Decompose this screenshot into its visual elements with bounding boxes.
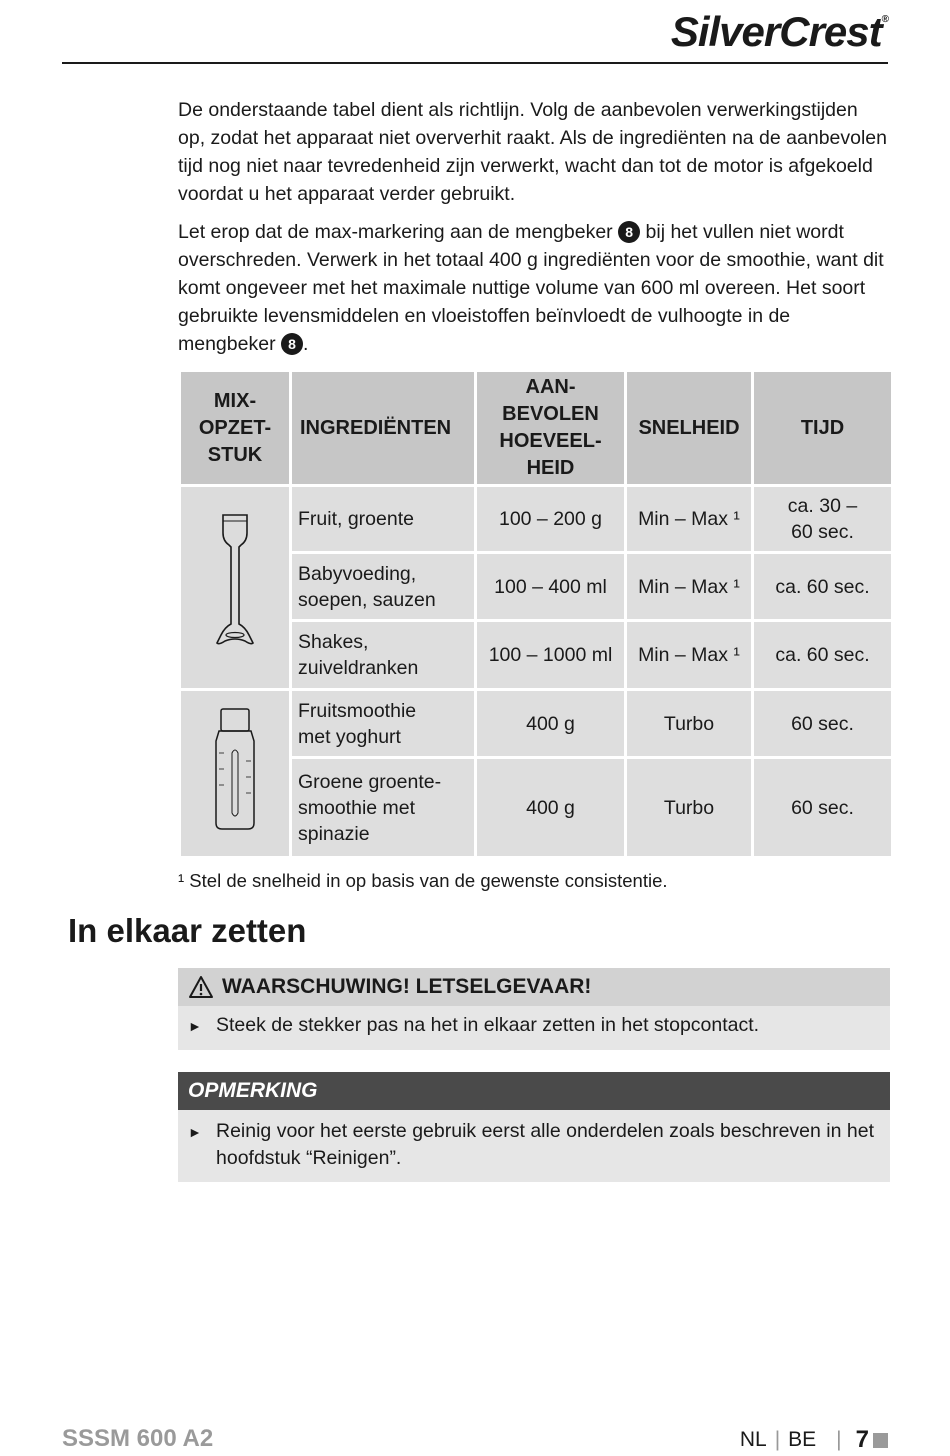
smoothie-cup-icon xyxy=(180,690,291,858)
bullet-arrow-icon: ► xyxy=(188,1124,202,1140)
amount-cell: 100 – 200 g xyxy=(476,486,626,553)
ingredient-cell: Fruit, groente xyxy=(291,486,476,553)
time-cell: ca. 60 sec. xyxy=(753,621,893,690)
language-nl: NL xyxy=(739,1428,767,1451)
divider: | xyxy=(774,1428,781,1451)
note-header xyxy=(178,1072,890,1110)
speed-cell: Turbo xyxy=(626,690,753,758)
ingredient-cell: Babyvoeding, soepen, sauzen xyxy=(291,553,476,621)
bullet-arrow-icon: ► xyxy=(188,1018,202,1034)
amount-cell: 400 g xyxy=(476,758,626,858)
time-cell: 60 sec. xyxy=(753,758,893,858)
speed-cell: Min – Max ¹ xyxy=(626,553,753,621)
speed-cell: Turbo xyxy=(626,758,753,858)
warning-box xyxy=(178,968,890,1050)
silvercrest-logo: SilverCrest® xyxy=(670,8,888,55)
header-speed: SNELHEID xyxy=(626,371,753,486)
note-text: Reinig voor het eerste gebruik eerst alle onderdelen zoals beschreven in het hoofdstuk “Reinigen”. xyxy=(216,1120,874,1169)
divider: | xyxy=(836,1428,842,1451)
note-box xyxy=(178,1072,890,1182)
model-number: SSSM 600 A2 xyxy=(62,1425,214,1452)
warning-header xyxy=(178,968,890,1006)
time-cell: 60 sec. xyxy=(753,690,893,758)
warning-title: WAARSCHUWING! LETSELGEVAAR! xyxy=(222,975,592,998)
warning-triangle-icon xyxy=(188,975,214,999)
table-header-row xyxy=(180,371,893,486)
page-number: 7 xyxy=(855,1426,869,1453)
table-footnote: ¹ Stel de snelheid in op basis van de gewenste consistentie. xyxy=(178,870,668,891)
blender-wand-icon xyxy=(180,486,291,690)
blender-wand-icon xyxy=(205,509,265,659)
warning-text: Steek de stekker pas na het in elkaar zetten in het stopcontact. xyxy=(216,1014,760,1036)
section-title: In elkaar zetten xyxy=(68,912,307,949)
header-attachment: MIX- OPZET- STUK xyxy=(180,371,291,486)
ingredient-cell: Fruitsmoothie met yoghurt xyxy=(291,690,476,758)
speed-cell: Min – Max ¹ xyxy=(626,486,753,553)
page-square-icon xyxy=(873,1433,888,1448)
ingredient-cell: Groene groente- smoothie met spinazie xyxy=(291,758,476,858)
ingredient-cell: Shakes, zuiveldranken xyxy=(291,621,476,690)
amount-cell: 100 – 1000 ml xyxy=(476,621,626,690)
language-be: BE xyxy=(788,1428,817,1451)
smoothie-cup-icon xyxy=(210,705,260,835)
intro-paragraph-1: De onderstaande tabel dient als richtlijn. Volg de aanbevolen verwerkingstijden op, zodat het apparaat niet oververhit raakt. Als de ingrediënten na de aanbevolen tijd nog niet naar tevredenheid zijn verwerkt, wacht dan tot de motor is afgekoeld voordat u het apparaat verder gebruikt. xyxy=(178,99,887,205)
header-time: TIJD xyxy=(753,371,893,486)
note-title: OPMERKING xyxy=(188,1079,318,1102)
intro-text xyxy=(178,96,890,368)
amount-cell: 400 g xyxy=(476,690,626,758)
table-row xyxy=(180,690,893,758)
ref-number-badge: 8 xyxy=(281,333,303,355)
note-item xyxy=(178,1110,890,1182)
page-footer xyxy=(740,1426,888,1454)
ref-number-badge: 8 xyxy=(618,221,640,243)
header-ingredients: INGREDIËNTEN xyxy=(291,371,476,486)
time-cell: ca. 60 sec. xyxy=(753,553,893,621)
time-cell: ca. 30 – 60 sec. xyxy=(753,486,893,553)
amount-cell: 100 – 400 ml xyxy=(476,553,626,621)
table-row xyxy=(180,486,893,553)
header-amount: AAN- BEVOLEN HOEVEEL- HEID xyxy=(476,371,626,486)
processing-table xyxy=(178,369,894,859)
speed-cell: Min – Max ¹ xyxy=(626,621,753,690)
warning-item xyxy=(178,1006,890,1050)
header-rule xyxy=(62,62,888,64)
intro-paragraph-2: Let erop dat de max-markering aan de mengbeker 8 bij het vullen niet wordt overschreden. Verwerk in het totaal 400 g ingrediënten voor de smoothie, want dit komt ongeveer met het maximale nuttige volume van 600 ml overeen. Het soort gebruikte levensmiddelen en vloeistoffen beïnvloedt de vulhoogte in de mengbeker 8 . xyxy=(178,221,884,355)
